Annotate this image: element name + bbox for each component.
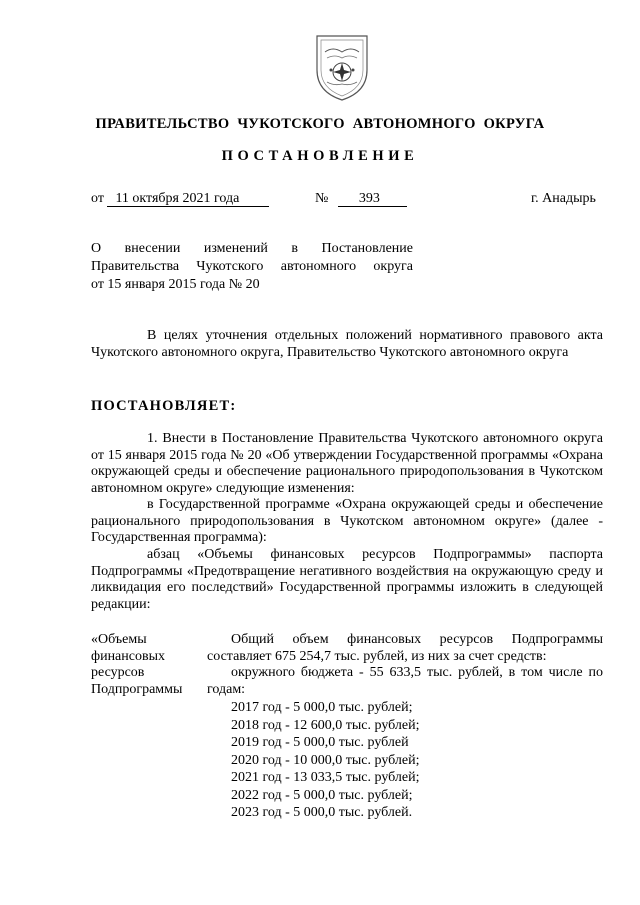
- from-label: от: [91, 191, 104, 206]
- city: г. Анадырь: [531, 191, 596, 206]
- years-list: [231, 699, 420, 822]
- passport-label-line: ресурсов: [91, 665, 145, 680]
- year-item: 2020 год - 10 000,0 тыс. рублей;: [231, 752, 420, 768]
- preamble: В целях уточнения отдельных положений нормативного правового акта Чукотского автономного округа, Правительство Чукотского автономного округа: [91, 328, 603, 360]
- passport-label-line: финансовых: [91, 648, 165, 664]
- decree-date: 11 октября 2021 года: [107, 192, 269, 207]
- year-item: 2022 год - 5 000,0 тыс. рублей;: [231, 787, 413, 803]
- number-line: [315, 191, 407, 207]
- passport-label-line: «Объемы: [91, 632, 147, 647]
- subject-line: от 15 января 2015 года № 20: [91, 277, 260, 292]
- subject-line: О внесении изменений в Постановление: [91, 241, 413, 256]
- date-line: [91, 191, 269, 207]
- subject-line: Правительства Чукотского автономного округа: [91, 259, 413, 274]
- paragraph-1: 1. Внести в Постановление Правительства Чукотского автономного округа от 15 января 2015 года № 20 «Об утверждении Государственной программы «Охрана окружающей среды и обеспечение рационального природопользования в Чукотском автономном округе» следующие изменения:: [91, 431, 603, 496]
- decree-number: 393: [338, 192, 407, 207]
- year-item: 2019 год - 5 000,0 тыс. рублей: [231, 735, 409, 750]
- number-label: №: [315, 191, 329, 206]
- passport-total: Общий объем финансовых ресурсов Подпрограммы составляет 675 254,7 тыс. рублей, из них за счет средств:: [207, 632, 603, 664]
- document-type-title: ПОСТАНОВЛЕНИЕ: [221, 148, 419, 164]
- year-item: 2021 год - 13 033,5 тыс. рублей;: [231, 770, 420, 785]
- paragraph-2: в Государственной программе «Охрана окружающей среды и обеспечение рационального природопользования в Чукотском автономном округе» (далее - Государственная программа):: [91, 497, 603, 545]
- decree-subject: [91, 240, 413, 294]
- year-item: 2018 год - 12 600,0 тыс. рублей;: [231, 717, 420, 733]
- year-item: 2017 год - 5 000,0 тыс. рублей;: [231, 700, 413, 715]
- passport-label: [91, 632, 201, 698]
- passport-label-line: Подпрограммы: [91, 681, 183, 697]
- passport-district-budget: окружного бюджета - 55 633,5 тыс. рублей, в том числе по годам:: [207, 665, 603, 697]
- government-title: ПРАВИТЕЛЬСТВО ЧУКОТСКОГО АВТОНОМНОГО ОКРУГА: [95, 116, 545, 132]
- passport-content: [207, 632, 603, 698]
- coat-of-arms-emblem: [307, 30, 377, 104]
- paragraph-3: абзац «Объемы финансовых ресурсов Подпрограммы» паспорта Подпрограммы «Предотвращение негативного воздействия на окружающую среду и ликвидация его последствий» Государственной программы изложить в следующей редакции:: [91, 547, 603, 612]
- resolves-heading: ПОСТАНОВЛЯЕТ:: [91, 398, 237, 414]
- year-item: 2023 год - 5 000,0 тыс. рублей.: [231, 805, 413, 820]
